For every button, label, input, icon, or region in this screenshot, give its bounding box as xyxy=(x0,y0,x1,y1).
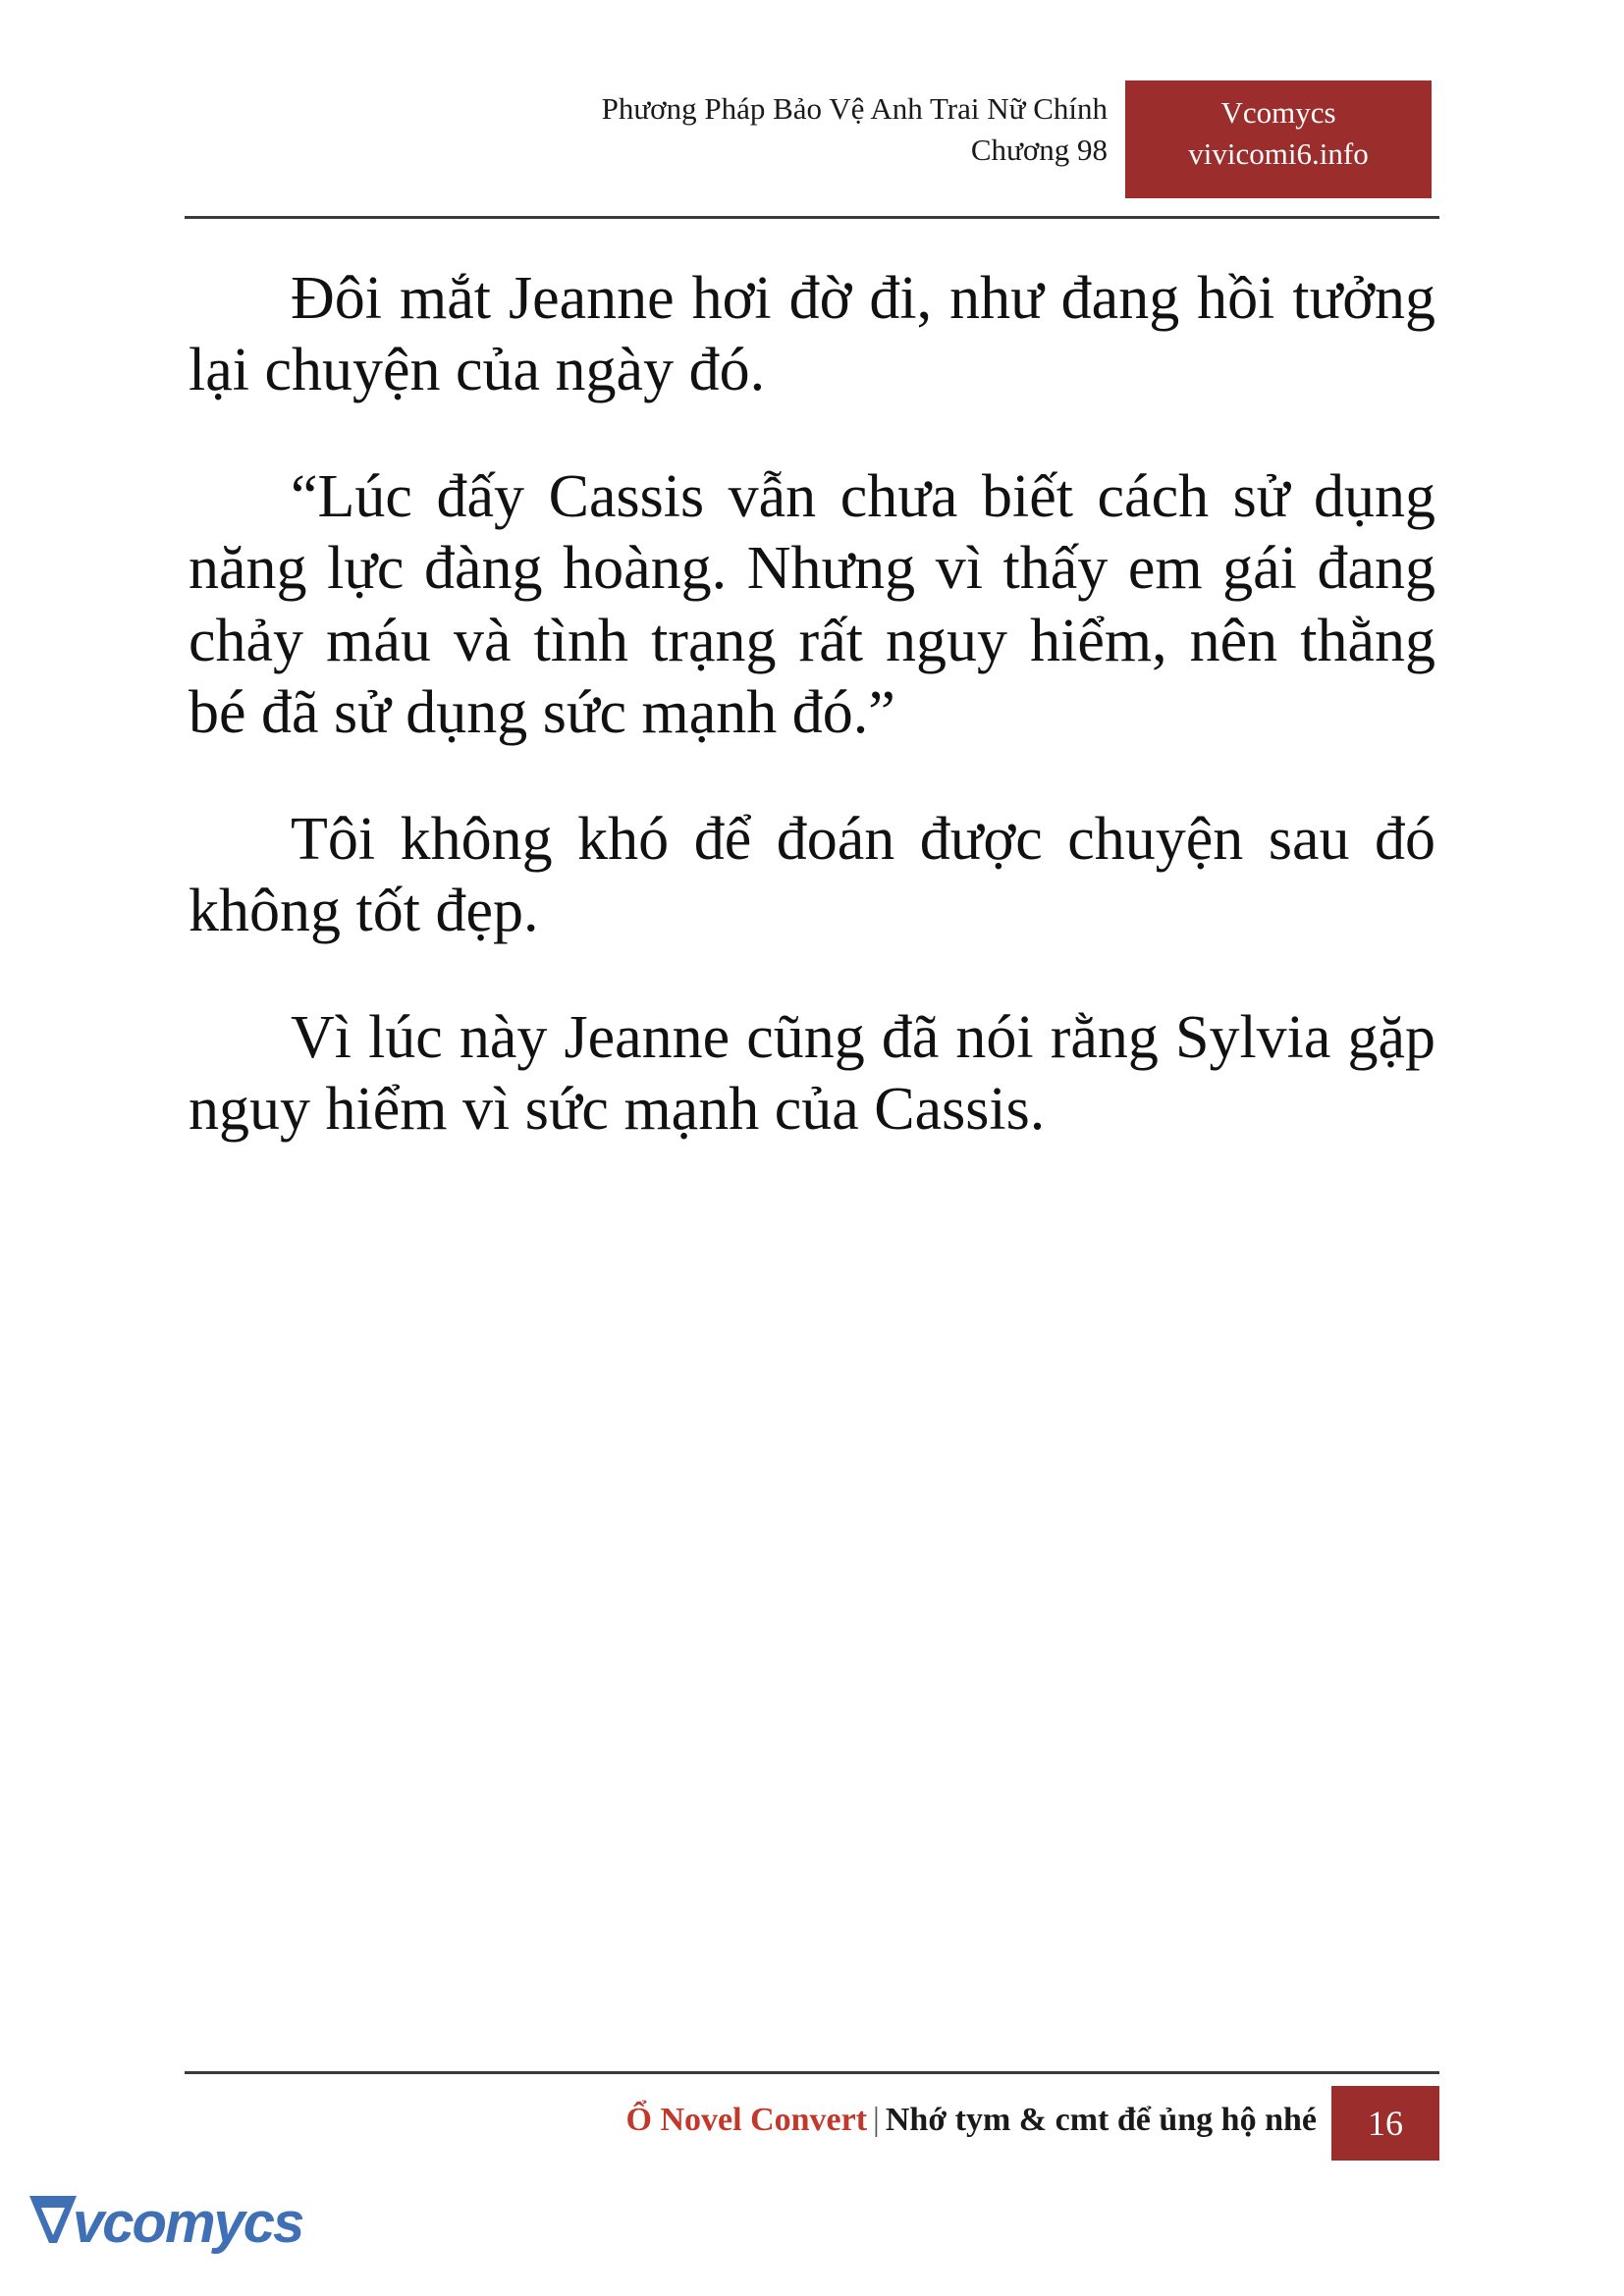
page-number-badge: 16 xyxy=(1331,2086,1439,2161)
footer-note: Nhớ tym & cmt để ủng hộ nhé xyxy=(885,2102,1317,2138)
page-footer xyxy=(185,2086,1439,2163)
body-paragraph: Đôi mắt Jeanne hơi đờ đi, như đang hồi tưởng lại chuyện của ngày đó. xyxy=(189,265,1435,404)
footer-separator: | xyxy=(873,2102,880,2138)
header-divider xyxy=(185,216,1439,219)
header-title xyxy=(302,88,1108,171)
site-badge xyxy=(1125,80,1432,198)
footer-brand: Ổ Novel Convert xyxy=(625,2102,868,2138)
page-header xyxy=(185,88,1432,216)
footer-divider xyxy=(185,2071,1439,2074)
chapter-label: Chương 98 xyxy=(970,132,1108,167)
site-url: vivicomi6.info xyxy=(1188,135,1369,171)
watermark-logo xyxy=(27,2182,303,2270)
site-name: Vcomycs xyxy=(1220,95,1336,130)
page-body xyxy=(189,263,1435,1147)
novel-title: Phương Pháp Bảo Vệ Anh Trai Nữ Chính xyxy=(601,91,1108,126)
body-paragraph: “Lúc đấy Cassis vẫn chưa biết cách sử dụng năng lực đàng hoàng. Nhưng vì thấy em gái đang chảy máu và tình trạng rất nguy hiểm, nên thằng bé đã sử dụng sức mạnh đó.” xyxy=(189,463,1435,746)
vcomycs-mark-icon xyxy=(27,2192,79,2245)
footer-credit xyxy=(626,2102,1317,2139)
watermark-label: vcomycs xyxy=(73,2191,303,2255)
body-paragraph: Vì lúc này Jeanne cũng đã nói rằng Sylvia gặp nguy hiểm vì sức mạnh của Cassis. xyxy=(189,1004,1435,1144)
body-paragraph: Tôi không khó để đoán được chuyện sau đó không tốt đẹp. xyxy=(189,805,1435,945)
